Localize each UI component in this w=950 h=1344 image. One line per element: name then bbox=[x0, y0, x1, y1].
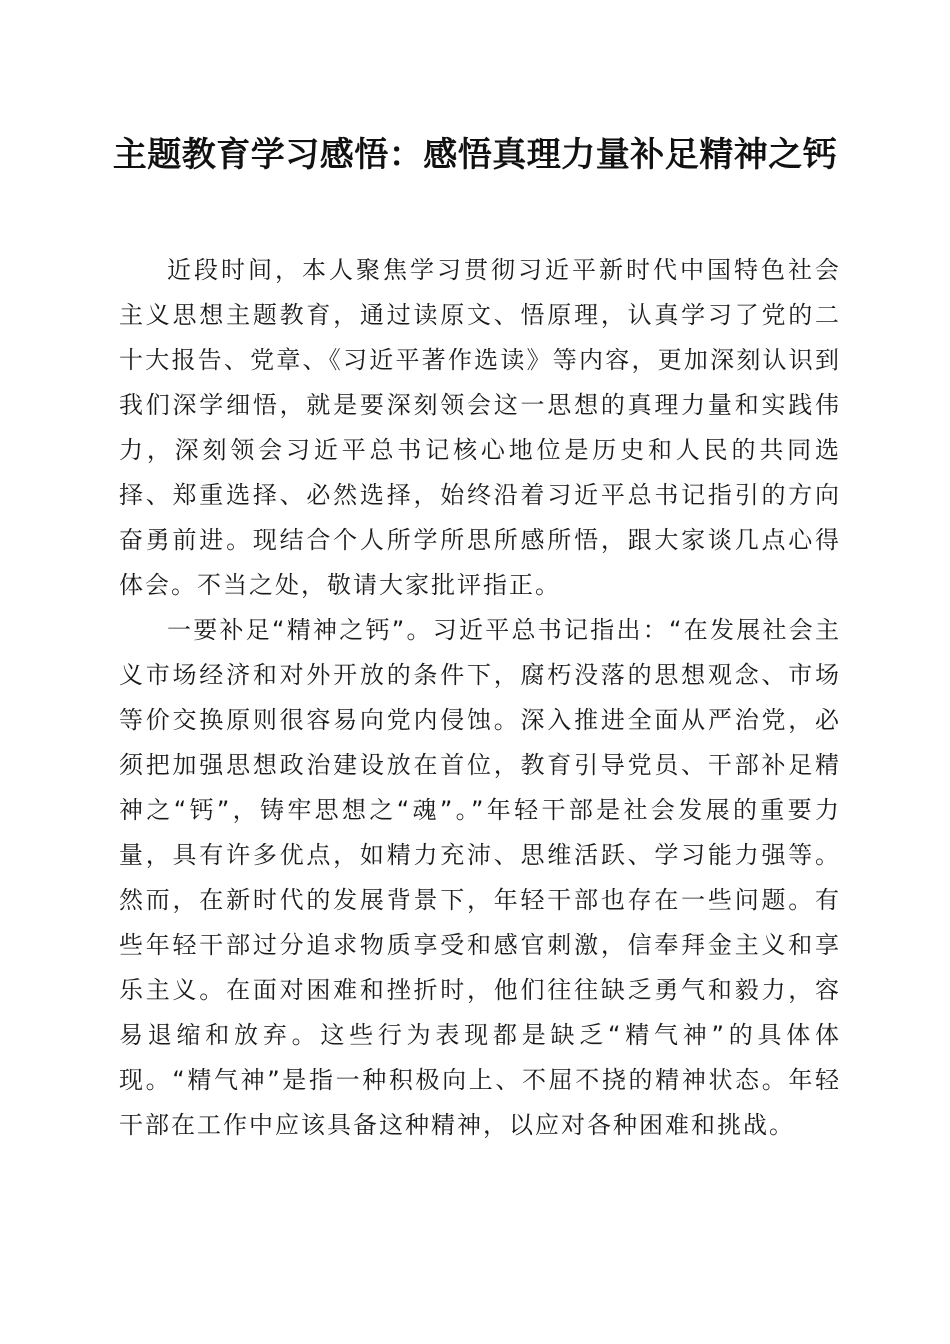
document-body bbox=[119, 248, 841, 1148]
document-title: 主题教育学习感悟：感悟真理力量补足精神之钙 bbox=[112, 135, 838, 175]
paragraph-intro: 近段时间，本人聚焦学习贯彻习近平新时代中国特色社会主义思想主题教育，通过读原文、悟原理，认真学习了党的二十大报告、党章、《习近平著作选读》等内容，更加深刻认识到我们深学细悟，就是要深刻领会这一思想的真理力量和实践伟力，深刻领会习近平总书记核心地位是历史和人民的共同选择、郑重选择、必然选择，始终沿着习近平总书记指引的方向奋勇前进。现结合个人所学所思所感所悟，跟大家谈几点心得体会。不当之处，敬请大家批评指正。 bbox=[119, 256, 841, 599]
paragraph-point-one: 一要补足“精神之钙”。习近平总书记指出：“在发展社会主义市场经济和对外开放的条件下，腐朽没落的思想观念、市场等价交换原则很容易向党内侵蚀。深入推进全面从严治党，必须把加强思想政治建设放在首位，教育引导党员、干部补足精神之“钙”，铸牢思想之“魂”。”年轻干部是社会发展的重要力量，具有许多优点，如精力充沛、思维活跃、学习能力强等。然而，在新时代的发展背景下，年轻干部也存在一些问题。有些年轻干部过分追求物质享受和感官刺激，信奉拜金主义和享乐主义。在面对困难和挫折时，他们往往缺乏勇气和毅力，容易退缩和放弃。这些行为表现都是缺乏“精气神”的具体体现。“精气神”是指一种积极向上、不屈不挠的精神状态。年轻干部在工作中应该具备这种精神，以应对各种困难和挑战。 bbox=[119, 616, 841, 1139]
